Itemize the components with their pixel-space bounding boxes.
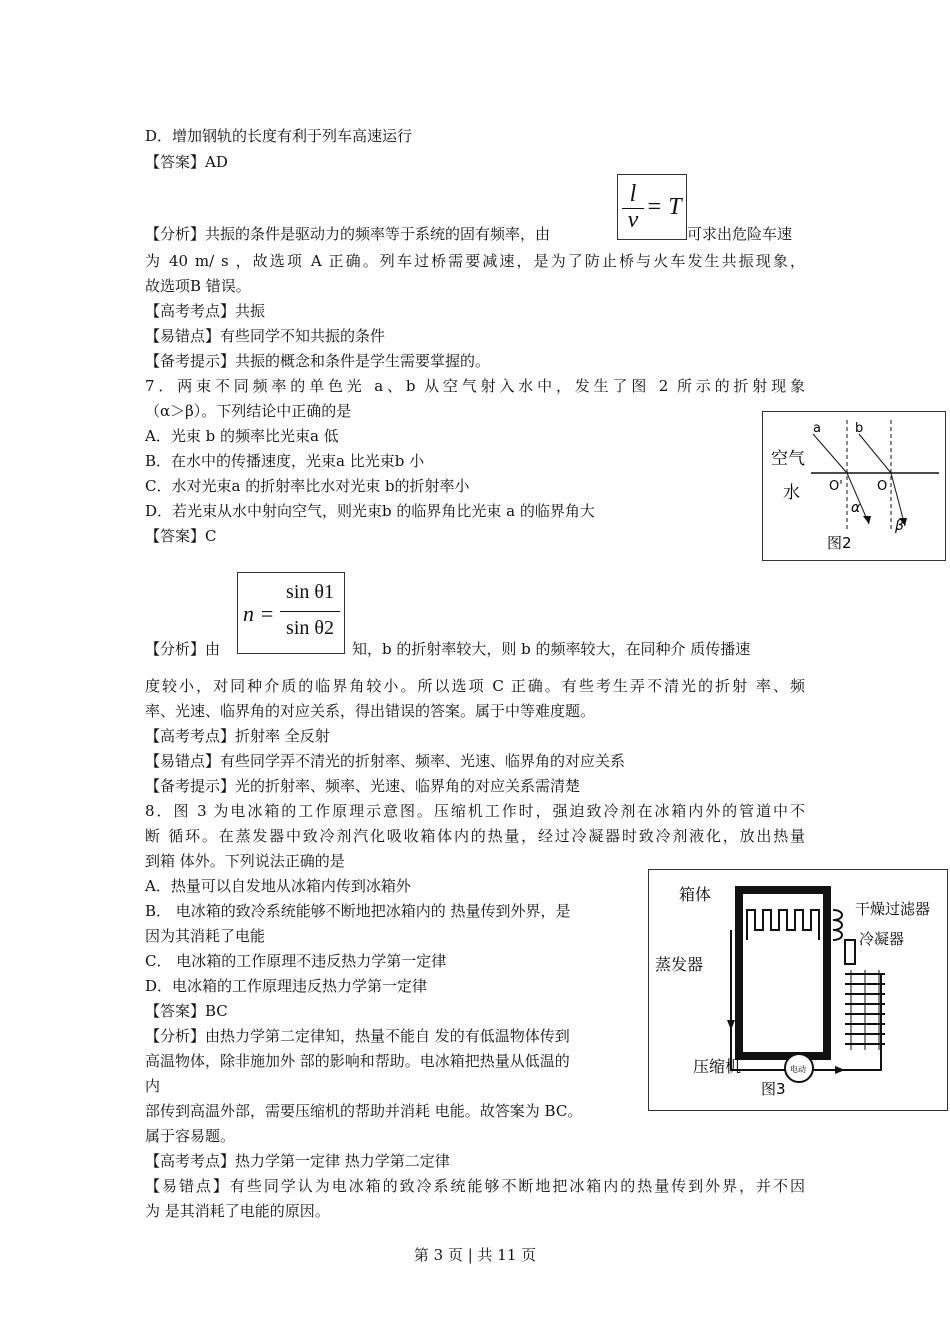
- formula-rhs: = T: [646, 194, 682, 220]
- analysis-q7-end: 知，b 的折射率较大，则 b 的频率较大，在同种介 质传播速: [352, 640, 751, 658]
- label-condenser: 冷凝器: [859, 930, 905, 948]
- formula2-lhs: n =: [243, 601, 275, 626]
- fraction-bar-2: [280, 611, 340, 612]
- analysis-q8-line5: 属于容易题。: [145, 1127, 236, 1145]
- condenser-frame: [851, 970, 879, 1050]
- question-7-stem: 7．两束不同频率的单色光 a、b 从空气射入水中，发生了图 2 所示的折射现象: [145, 377, 805, 395]
- analysis-q6-start: 【分析】共振的条件是驱动力的频率等于系统的固有频率，由: [145, 225, 551, 243]
- formula-denominator: v: [627, 207, 639, 233]
- analysis-q6-line3: 故选项B 错误。: [145, 277, 251, 295]
- option-b-q8-cont: 因为其消耗了电能: [145, 927, 266, 945]
- figure-3-caption: 图3: [761, 1080, 786, 1098]
- figure-2-refraction: [762, 411, 946, 561]
- option-b-q7: B．在水中的传播速度，光束a 比光束b 小: [145, 452, 425, 470]
- label-alpha: α: [851, 500, 861, 516]
- label-b: b: [855, 421, 864, 436]
- connecting-coil: [833, 910, 842, 940]
- answer-q8: 【答案】BC: [145, 1002, 228, 1020]
- error-point-q7: 【易错点】有些同学弄不清光的折射率、频率、光速、临界角的对应关系: [145, 752, 626, 770]
- analysis-q8-line1: 【分析】由热力学第二定律知，热量不能自 发的有低温物体传到: [145, 1027, 570, 1045]
- label-o: O: [877, 479, 888, 494]
- answer-q6: 【答案】AD: [145, 153, 228, 171]
- label-air: 空气: [771, 449, 805, 469]
- figure-2-caption: 图2: [827, 534, 852, 552]
- label-evaporator: 蒸发器: [655, 955, 704, 974]
- error-point-q6: 【易错点】有些同学不知共振的条件: [145, 327, 386, 345]
- option-a-q8: A．热量可以自发地从冰箱内传到冰箱外: [145, 877, 411, 895]
- label-compressor: 压缩机: [693, 1057, 742, 1076]
- analysis-q7-line3: 率、光速、临界角的对应关系，得出错误的答案。属于中等难度题。: [145, 702, 596, 720]
- exam-point-q6: 【高考考点】共振: [145, 302, 266, 320]
- analysis-q7-line2: 度较小，对同种介质的临界角较小。所以选项 C 正确。有些考生弄不清光的折射 率、频: [145, 677, 805, 695]
- formula-refraction-index: [237, 572, 345, 654]
- error-point-q8-cont: 为 是其消耗了电能的原因。: [145, 1202, 330, 1220]
- option-c-q8: C． 电冰箱的工作原理不违反热力学第一定律: [145, 952, 447, 970]
- flow-arrow-right: [835, 1066, 845, 1074]
- label-o-prime: O': [829, 479, 843, 494]
- ray-b-incident: [859, 434, 891, 473]
- formula2-denominator: sin θ2: [286, 617, 334, 639]
- exam-point-q8: 【高考考点】热力学第一定律 热力学第二定律: [145, 1152, 450, 1170]
- option-d-q6: D．增加钢轨的长度有利于列车高速运行: [145, 127, 413, 145]
- analysis-q8-line4: 部传到高温外部，需要压缩机的帮助并消耗 电能。故答案为 BC。: [145, 1102, 583, 1120]
- analysis-q8-line3: 内: [145, 1077, 161, 1095]
- tip-q7: 【备考提示】光的折射率、频率、光速、临界角的对应关系需清楚: [145, 777, 581, 795]
- label-cabinet: 箱体: [679, 885, 712, 904]
- refrigerant-pipe: [731, 930, 881, 1070]
- analysis-q8-line2: 高温物体，除非施加外 部的影响和帮助。电冰箱把热量从低温的: [145, 1052, 570, 1070]
- option-b-q8: B． 电冰箱的致冷系统能够不断地把冰箱内的 热量传到外界，是: [145, 902, 571, 920]
- question-8-stem-2: 断 循环。在蒸发器中致冷剂汽化吸收箱体内的热量，经过冷凝器时致冷剂液化，放出热量: [145, 827, 805, 845]
- analysis-q7-start: 【分析】由: [145, 640, 221, 658]
- tip-q6: 【备考提示】共振的概念和条件是学生需要掌握的。: [145, 352, 491, 370]
- label-water: 水: [783, 483, 800, 503]
- drying-filter: [845, 940, 855, 964]
- label-beta: β: [895, 518, 904, 534]
- question-7-stem-2: （α＞β）。下列结论中正确的是: [145, 402, 352, 420]
- cabinet-wall: [739, 890, 827, 1056]
- flow-arrow-down: [727, 1020, 735, 1030]
- exam-point-q7: 【高考考点】折射率 全反射: [145, 727, 330, 745]
- ray-a-incident: [813, 434, 847, 473]
- formula-resonance: [617, 174, 687, 240]
- page-footer: 第 3 页 | 共 11 页: [413, 1246, 537, 1264]
- evaporator-coil: [747, 910, 819, 940]
- formula-numerator: l: [629, 181, 637, 207]
- option-d-q8: D．电冰箱的工作原理违反热力学第一定律: [145, 977, 428, 995]
- error-point-q8: 【易错点】有些同学认为电冰箱的致冷系统能够不断地把冰箱内的热量传到外界，并不因: [145, 1177, 805, 1195]
- option-a-q7: A．光束 b 的频率比光束a 低: [145, 427, 339, 445]
- answer-q7: 【答案】C: [145, 527, 217, 545]
- option-d-q7: D．若光束从水中射向空气，则光束b 的临界角比光束 a 的临界角大: [145, 502, 595, 520]
- analysis-q6-line2: 为 40 m/ s ，故选项 A 正确。列车过桥需要减速，是为了防止桥与火车发生共振现象，: [145, 252, 805, 270]
- motor-label: 电动: [790, 1065, 806, 1074]
- option-c-q7: C．水对光束a 的折射率比水对光束 b的折射率小: [145, 477, 470, 495]
- label-drying-filter: 干燥过滤器: [855, 900, 931, 918]
- question-8-stem-3: 到箱 体外。下列说法正确的是: [145, 852, 345, 870]
- question-8-stem: 8．图 3 为电冰箱的工作原理示意图。压缩机工作时，强迫致冷剂在冰箱内外的管道中不: [145, 802, 805, 820]
- figure-3-refrigerator: [648, 869, 948, 1111]
- formula2-numerator: sin θ1: [286, 581, 334, 603]
- arrow-a: [863, 516, 871, 524]
- analysis-q6-end: 可求出危险车速: [687, 225, 793, 243]
- label-a: a: [813, 421, 821, 436]
